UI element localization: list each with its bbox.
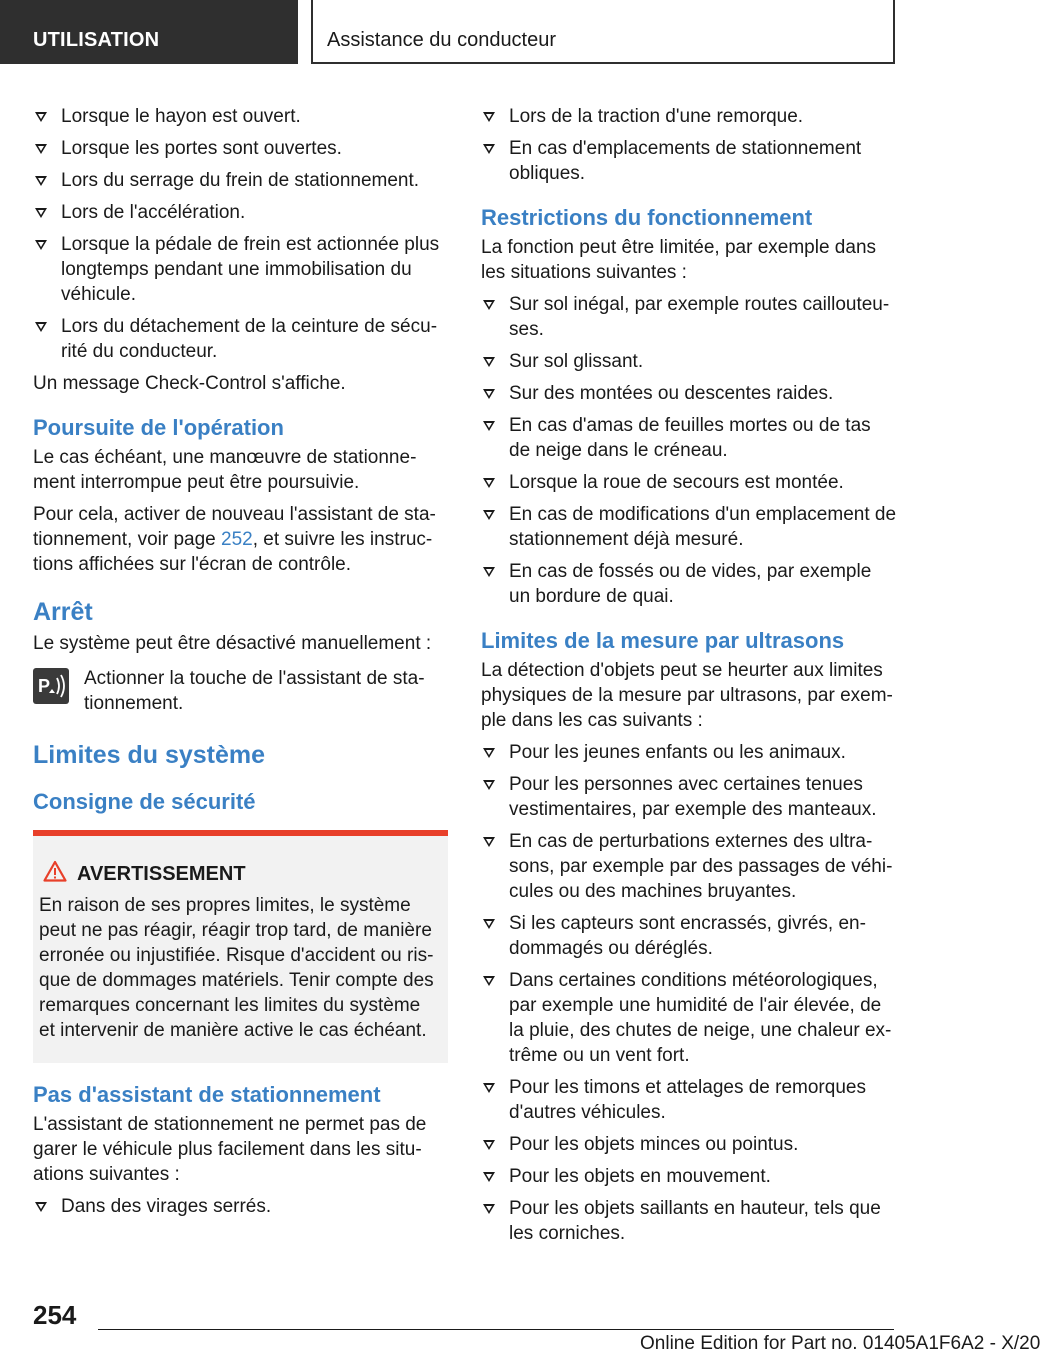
list-item [481,968,896,1068]
section-tab: UTILISATION [0,0,298,64]
list-item-text: Lors du détachement de la ceinture de sécurité du conducteur. [61,316,438,362]
bullet-triangle-icon [483,837,495,847]
list-item [33,200,448,225]
bullet-triangle-icon [483,748,495,758]
list-item [481,136,896,186]
ultrasons-heading: Limites de la mesure par ultrasons [481,628,845,653]
list-item [481,740,896,765]
list-item [481,559,896,609]
arret-control-text: Actionner la touche de l'assistant de stationnement. [84,668,425,714]
list-item [481,349,896,374]
list-item [481,413,896,463]
restrictions-heading: Restrictions du fonctionnement [481,205,813,230]
poursuite-text-before: Pour cela, activer de nouveau l'assistant de stationnement, voir page [33,504,436,550]
chapter-tab: Assistance du conducteur [311,0,895,64]
list-item-text: Lorsque la pédale de frein est actionnée plus longtemps pendant une immobilisation du véhicule. [61,234,440,305]
list-item-text: Sur des montées ou descentes raides. [509,383,834,404]
svg-text:P: P [38,676,51,696]
bullet-triangle-icon [483,421,495,431]
list-item-text: Dans des virages serrés. [61,1196,272,1217]
parking-assistant-control [33,666,448,720]
bullet-triangle-icon [35,1202,47,1212]
bullet-triangle-icon [483,780,495,790]
list-item-text: Dans certaines conditions météorologiques, par exemple une humidité de l'air élevée, de la pluie, des chutes de neige, une chaleur extrême ou un vent fort. [509,970,892,1066]
poursuite-paragraph-1: Le cas échéant, une manœuvre de stationnement interrompue peut être poursuivie. [33,447,417,493]
list-item [481,1132,896,1157]
list-item-text: Lorsque le hayon est ouvert. [61,106,301,127]
bullet-triangle-icon [483,357,495,367]
pas-assistant-heading: Pas d'assistant de stationnement [33,1082,381,1107]
bullet-triangle-icon [483,976,495,986]
page-number: 254 [33,1300,77,1330]
list-item [481,772,896,822]
list-item [33,232,448,307]
bullet-triangle-icon [483,567,495,577]
list-item-text: Lors de la traction d'une remorque. [509,106,804,127]
list-item [33,314,448,364]
limites-heading: Limites du système [33,741,266,769]
bullet-triangle-icon [35,208,47,218]
list-item [481,1164,896,1189]
list-item-text: En cas de fossés ou de vides, par exemple un bordure de quai. [509,561,872,607]
bullet-triangle-icon [35,322,47,332]
list-item-text: Si les capteurs sont encrassés, givrés, endommagés ou déréglés. [509,913,866,959]
list-item-text: Lors de l'accélération. [61,202,246,223]
bullet-triangle-icon [483,478,495,488]
right-conditions-list [481,104,896,186]
list-item [481,1075,896,1125]
list-item [33,168,448,193]
left-column [33,104,448,1226]
list-item-text: Pour les objets en mouvement. [509,1166,771,1187]
page-header [0,0,960,66]
list-item-text: Pour les personnes avec certaines tenues vestimentaires, par exemple des manteaux. [509,774,877,820]
list-item-text: En cas d'emplacements de stationnement obliques. [509,138,862,184]
bullet-triangle-icon [35,240,47,250]
parking-assistant-button-icon [33,668,69,704]
warning-text: En raison de ses propres limites, le système peut ne pas réagir, réagir trop tard, de manière erronée ou injustifiée. Risque d'accident ou risque de dommages matériels. Tenir compte des remarques concernant les limites du système et intervenir de manière active le cas échéant. [39,895,434,1041]
list-item [33,136,448,161]
bullet-triangle-icon [483,389,495,399]
bullet-triangle-icon [483,300,495,310]
page-reference-link[interactable]: 252 [221,529,253,550]
list-item-text: Pour les objets minces ou pointus. [509,1134,799,1155]
list-item [481,502,896,552]
bullet-triangle-icon [483,1083,495,1093]
list-item-text: Lors du serrage du frein de stationnement. [61,170,420,191]
bullet-triangle-icon [483,1140,495,1150]
warning-triangle-icon [43,860,67,889]
arret-paragraph: Le système peut être désactivé manuellement : [33,633,432,654]
poursuite-paragraph-2 [33,502,448,577]
bullet-triangle-icon [35,112,47,122]
footer-divider [98,1329,894,1330]
bullet-triangle-icon [483,144,495,154]
conditions-list [33,104,448,364]
list-item-text: En cas de modifications d'un emplacement de stationnement déjà mesuré. [509,504,897,550]
consigne-heading: Consigne de sécurité [33,789,256,814]
arret-heading: Arrêt [33,598,93,626]
list-item-text: Lorsque les portes sont ouvertes. [61,138,342,159]
poursuite-text-after: , et suivre les instructions affichées sur l'écran de contrôle. [33,529,433,575]
list-item [481,292,896,342]
check-control-text: Un message Check-Control s'affiche. [33,373,346,394]
list-item [481,1196,896,1246]
list-item [33,104,448,129]
pas-assistant-list [33,1194,448,1219]
list-item-text: Pour les jeunes enfants ou les animaux. [509,742,846,763]
warning-title [39,860,440,889]
list-item [33,1194,448,1219]
list-item [481,911,896,961]
list-item [481,104,896,129]
list-item-text: Sur sol glissant. [509,351,644,372]
list-item-text: Sur sol inégal, par exemple routes caillouteuses. [509,294,890,340]
bullet-triangle-icon [483,1172,495,1182]
list-item [481,381,896,406]
list-item-text: En cas d'amas de feuilles mortes ou de tas de neige dans le créneau. [509,415,871,461]
list-item [481,470,896,495]
poursuite-heading: Poursuite de l'opération [33,415,284,440]
list-item-text: Pour les timons et attelages de remorques d'autres véhicules. [509,1077,866,1123]
restrictions-paragraph: La fonction peut être limitée, par exemple dans les situations suivantes : [481,237,877,283]
ultrasons-list [481,740,896,1246]
right-column [481,104,896,1253]
list-item-text: En cas de perturbations externes des ultrasons, par exemple par des passages de véhicules ou des machines bruyantes. [509,831,893,902]
bullet-triangle-icon [483,112,495,122]
pas-assistant-paragraph: L'assistant de stationnement ne permet pas de garer le véhicule plus facilement dans les situations suivantes : [33,1114,427,1185]
list-item [481,829,896,904]
bullet-triangle-icon [35,176,47,186]
bullet-triangle-icon [483,919,495,929]
bullet-triangle-icon [483,510,495,520]
edition-text: Online Edition for Part no. 01405A1F6A2 - X/20 [640,1333,1040,1354]
restrictions-list [481,292,896,609]
warning-title-text: AVERTISSEMENT [77,863,246,885]
bullet-triangle-icon [35,144,47,154]
bullet-triangle-icon [483,1204,495,1214]
list-item-text: Lorsque la roue de secours est montée. [509,472,844,493]
warning-box [33,830,448,1063]
ultrasons-paragraph: La détection d'objets peut se heurter aux limites physiques de la mesure par ultrasons, par exemple dans les cas suivants : [481,660,893,731]
list-item-text: Pour les objets saillants en hauteur, tels que les corniches. [509,1198,881,1244]
